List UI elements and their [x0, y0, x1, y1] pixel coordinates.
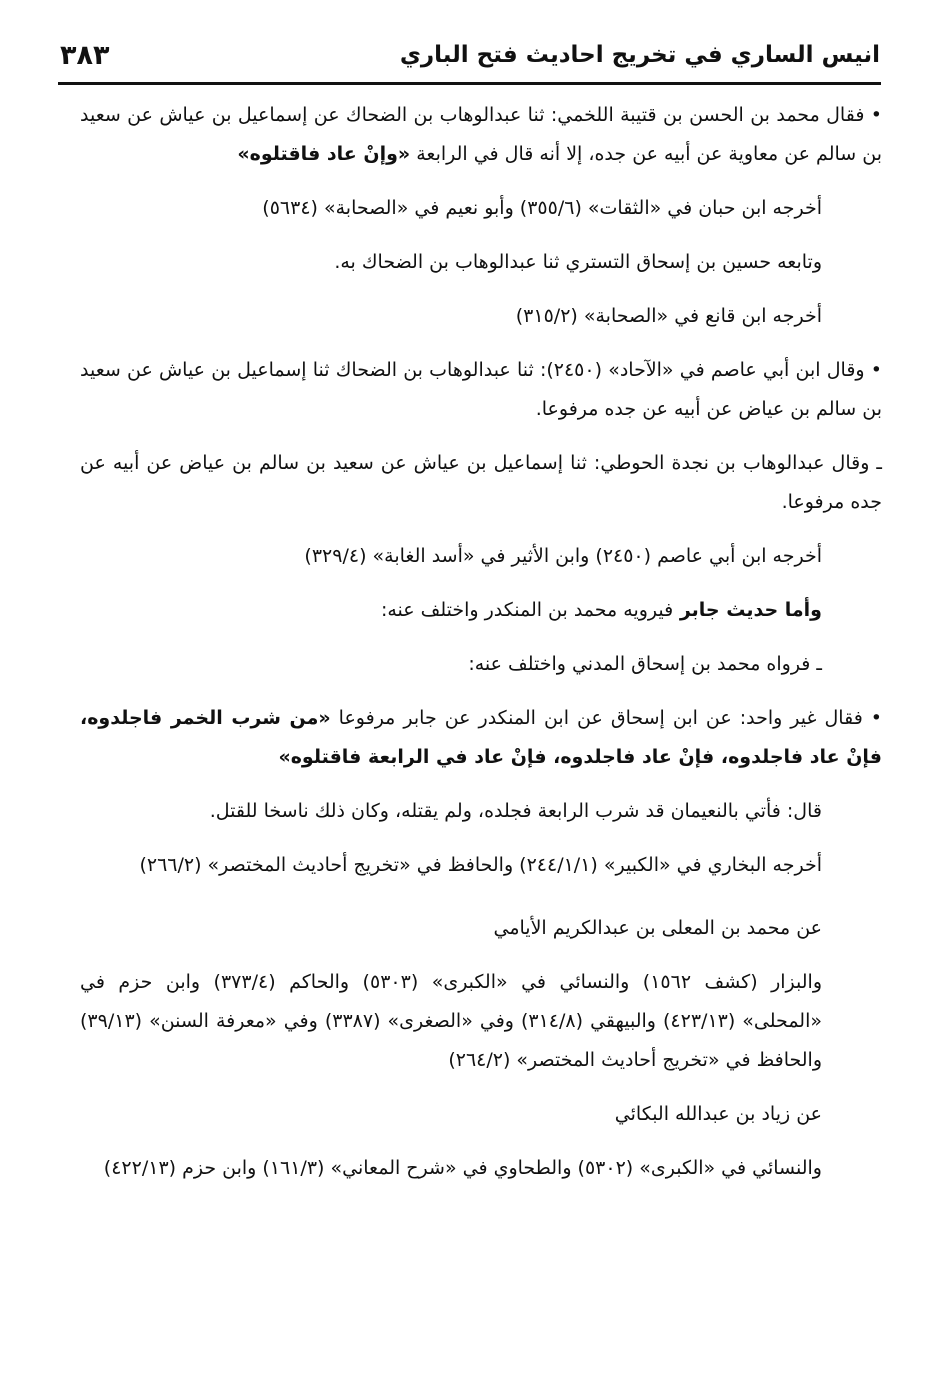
running-title: انيس الساري في تخريج احاديث فتح الباري — [399, 42, 880, 68]
header-rule — [58, 82, 881, 85]
paragraph — [80, 243, 882, 282]
text-run: • وقال ابن أبي عاصم في «الآحاد» (٢٤٥٠): ثنا عبدالوهاب بن الضحاك ثنا إسماعيل بن عياش عن سعيد بن سالم بن عياض عن أبيه عن جده مرفوعا. — [80, 359, 882, 420]
paragraph — [80, 792, 882, 831]
paragraph — [80, 1095, 882, 1134]
paragraph — [80, 1149, 882, 1188]
text-run: • فقال محمد بن الحسن بن قتيبة اللخمي: ثنا عبدالوهاب بن الضحاك عن إسماعيل بن عياش عن سعيد بن سالم عن معاوية عن أبيه عن جده، إلا أنه قال في الرابعة — [80, 104, 882, 165]
text-run: قال: فأتي بالنعيمان قد شرب الرابعة فجلده، ولم يقتله، وكان ذلك ناسخا للقتل. — [209, 800, 822, 822]
paragraph — [80, 963, 882, 1080]
text-run: أخرجه ابن حبان في «الثقات» (٣٥٥/٦) وأبو نعيم في «الصحابة» (٥٦٣٤) — [262, 197, 822, 219]
paragraph — [80, 96, 882, 174]
text-run: أخرجه ابن قانع في «الصحابة» (٣١٥/٢) — [515, 305, 822, 327]
paragraph — [80, 297, 882, 336]
bold-text-run: «وإنْ عاد فاقتلوه» — [237, 143, 411, 165]
text-run: وتابعه حسين بن إسحاق التستري ثنا عبدالوهاب بن الضحاك به. — [334, 251, 822, 273]
paragraph — [80, 351, 882, 429]
paragraph — [80, 444, 882, 522]
text-run: ـ فرواه محمد بن إسحاق المدني واختلف عنه: — [468, 653, 822, 675]
text-run: • فقال غير واحد: عن ابن إسحاق عن ابن المنكدر عن جابر مرفوعا — [330, 707, 882, 729]
text-run: والبزار (كشف ١٥٦٢) والنسائي في «الكبرى» (٥٣٠٣) والحاكم (٣٧٣/٤) وابن حزم في «المحلى» (٤٢٣/١٣) والبيهقي (٣١٤/٨) وفي «الصغرى» (٣٣٨٧) وفي «معرفة السنن» (٣٩/١٣) والحافظ في «تخريج أحاديث المختصر» (٢٦٤/٢) — [80, 971, 822, 1071]
paragraph — [80, 699, 882, 777]
bold-text-run: وأما حديث جابر — [673, 599, 822, 621]
paragraph — [80, 189, 882, 228]
text-run: أخرجه البخاري في «الكبير» (٢٤٤/١/١) والحافظ في «تخريج أحاديث المختصر» (٢٦٦/٢) — [139, 854, 822, 876]
text-run: عن محمد بن المعلى بن عبدالكريم الأيامي — [493, 917, 822, 939]
page-header — [60, 38, 880, 82]
bold-text-run: «من شرب الخمر فاجلدوه، فإنْ عاد فاجلدوه، فإنْ عاد فاجلدوه، فإنْ عاد في الرابعة فاقتلوه» — [80, 707, 882, 768]
text-run: أخرجه ابن أبي عاصم (٢٤٥٠) وابن الأثير في «أسد الغابة» (٣٢٩/٤) — [304, 545, 822, 567]
paragraph — [80, 846, 882, 885]
body-text — [80, 96, 882, 1203]
paragraph — [80, 591, 882, 630]
text-run: ـ وقال عبدالوهاب بن نجدة الحوطي: ثنا إسماعيل بن عياش عن سعيد بن سالم بن عياض عن أبيه عن جده مرفوعا. — [80, 452, 882, 513]
paragraph — [80, 645, 882, 684]
paragraph — [80, 537, 882, 576]
page-number: ٣٨٣ — [60, 40, 110, 71]
text-run: فيرويه محمد بن المنكدر واختلف عنه: — [380, 599, 674, 621]
text-run: عن زياد بن عبدالله البكائي — [614, 1103, 822, 1125]
paragraph — [80, 909, 882, 948]
text-run: والنسائي في «الكبرى» (٥٣٠٢) والطحاوي في «شرح المعاني» (١٦١/٣) وابن حزم (٤٢٢/١٣) — [103, 1157, 822, 1179]
